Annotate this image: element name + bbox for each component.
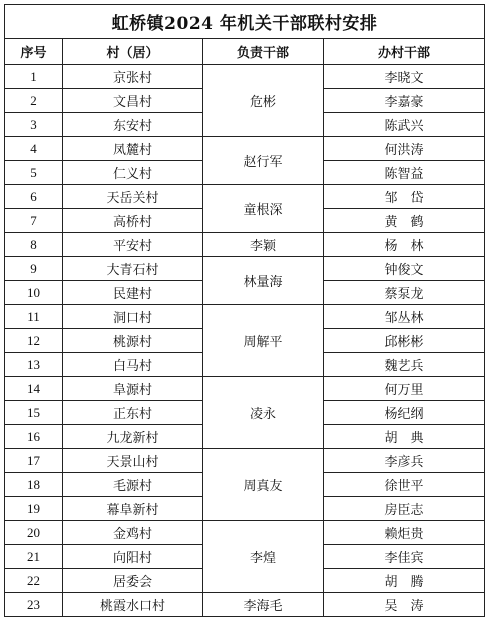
staff-name: 黄 鹤: [324, 209, 485, 233]
row-index: 6: [5, 185, 63, 209]
leader-name: 赵行军: [203, 137, 324, 185]
leader-name: 危彬: [203, 65, 324, 137]
village-name: 仁义村: [63, 161, 203, 185]
staff-name: 何万里: [324, 377, 485, 401]
row-index: 5: [5, 161, 63, 185]
row-index: 14: [5, 377, 63, 401]
row-index: 2: [5, 89, 63, 113]
village-name: 向阳村: [63, 545, 203, 569]
staff-name: 房臣志: [324, 497, 485, 521]
village-name: 九龙新村: [63, 425, 203, 449]
village-name: 京张村: [63, 65, 203, 89]
village-name: 正东村: [63, 401, 203, 425]
row-index: 21: [5, 545, 63, 569]
village-name: 高桥村: [63, 209, 203, 233]
table-row: [5, 233, 485, 257]
staff-name: 胡 典: [324, 425, 485, 449]
staff-name: 李佳宾: [324, 545, 485, 569]
staff-name: 邹丛林: [324, 305, 485, 329]
leader-name: 凌永: [203, 377, 324, 449]
staff-name: 魏艺兵: [324, 353, 485, 377]
row-index: 11: [5, 305, 63, 329]
village-name: 洞口村: [63, 305, 203, 329]
row-index: 10: [5, 281, 63, 305]
row-index: 1: [5, 65, 63, 89]
staff-name: 杨纪纲: [324, 401, 485, 425]
staff-name: 杨 林: [324, 233, 485, 257]
row-index: 22: [5, 569, 63, 593]
staff-name: 蔡泵龙: [324, 281, 485, 305]
row-index: 3: [5, 113, 63, 137]
table-row: [5, 185, 485, 209]
village-name: 居委会: [63, 569, 203, 593]
staff-name: 钟俊文: [324, 257, 485, 281]
row-index: 16: [5, 425, 63, 449]
leader-name: 周真友: [203, 449, 324, 521]
row-index: 13: [5, 353, 63, 377]
village-name: 天岳关村: [63, 185, 203, 209]
leader-name: 童根深: [203, 185, 324, 233]
village-name: 桃霞水口村: [63, 593, 203, 617]
assignment-table: [4, 4, 485, 617]
staff-name: 徐世平: [324, 473, 485, 497]
table-row: [5, 305, 485, 329]
row-index: 7: [5, 209, 63, 233]
village-name: 天景山村: [63, 449, 203, 473]
village-name: 阜源村: [63, 377, 203, 401]
table-row: [5, 65, 485, 89]
village-name: 文昌村: [63, 89, 203, 113]
staff-name: 陈武兴: [324, 113, 485, 137]
village-name: 凤麓村: [63, 137, 203, 161]
staff-name: 邹 岱: [324, 185, 485, 209]
village-name: 桃源村: [63, 329, 203, 353]
table-row: [5, 257, 485, 281]
village-name: 幕阜新村: [63, 497, 203, 521]
assignment-sheet: [4, 4, 484, 617]
leader-name: 周解平: [203, 305, 324, 377]
village-name: 毛源村: [63, 473, 203, 497]
table-row: [5, 377, 485, 401]
row-index: 19: [5, 497, 63, 521]
leader-name: 李海毛: [203, 593, 324, 617]
staff-name: 陈智益: [324, 161, 485, 185]
row-index: 8: [5, 233, 63, 257]
staff-name: 邱彬彬: [324, 329, 485, 353]
row-index: 4: [5, 137, 63, 161]
village-name: 大青石村: [63, 257, 203, 281]
village-name: 民建村: [63, 281, 203, 305]
staff-name: 吴 涛: [324, 593, 485, 617]
staff-name: 李晓文: [324, 65, 485, 89]
row-index: 18: [5, 473, 63, 497]
row-index: 9: [5, 257, 63, 281]
header-staff: 办村干部: [324, 39, 485, 65]
table-row: [5, 449, 485, 473]
staff-name: 赖炬贵: [324, 521, 485, 545]
row-index: 17: [5, 449, 63, 473]
leader-name: 李颖: [203, 233, 324, 257]
staff-name: 李彦兵: [324, 449, 485, 473]
village-name: 平安村: [63, 233, 203, 257]
table-body: [5, 65, 485, 617]
header-leader: 负责干部: [203, 39, 324, 65]
staff-name: 胡 腾: [324, 569, 485, 593]
row-index: 12: [5, 329, 63, 353]
leader-name: 李煌: [203, 521, 324, 593]
row-index: 20: [5, 521, 63, 545]
table-row: [5, 593, 485, 617]
header-index: 序号: [5, 39, 63, 65]
leader-name: 林量海: [203, 257, 324, 305]
staff-name: 李嘉豪: [324, 89, 485, 113]
row-index: 23: [5, 593, 63, 617]
header-row: [5, 39, 485, 65]
header-village: 村（居）: [63, 39, 203, 65]
village-name: 白马村: [63, 353, 203, 377]
table-row: [5, 521, 485, 545]
staff-name: 何洪涛: [324, 137, 485, 161]
row-index: 15: [5, 401, 63, 425]
table-row: [5, 137, 485, 161]
village-name: 东安村: [63, 113, 203, 137]
document-title: 虹桥镇2024 年机关干部联村安排: [5, 5, 485, 39]
village-name: 金鸡村: [63, 521, 203, 545]
